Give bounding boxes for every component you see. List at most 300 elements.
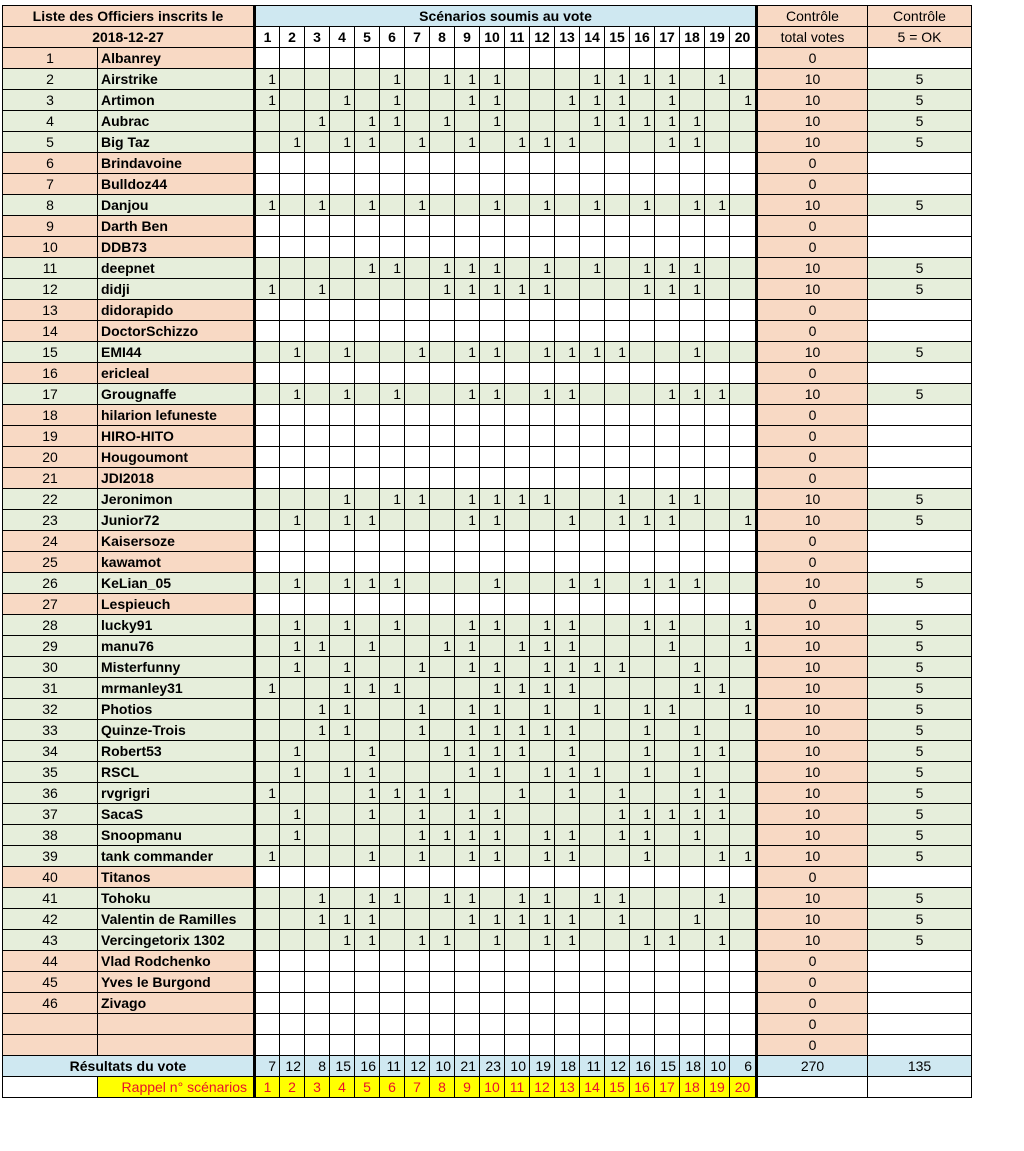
vote-cell	[680, 363, 705, 384]
vote-cell	[580, 741, 605, 762]
vote-cell: 1	[705, 888, 730, 909]
officer-row	[3, 573, 972, 594]
vote-cell: 1	[505, 888, 530, 909]
vote-cell	[505, 552, 530, 573]
officer-name: Snoopmanu	[98, 825, 255, 846]
result-value: 12	[605, 1056, 630, 1077]
officer-row	[3, 888, 972, 909]
control-ok: 5	[868, 699, 972, 720]
control-ok	[868, 153, 972, 174]
officer-index: 16	[3, 363, 98, 384]
vote-cell	[705, 867, 730, 888]
vote-cell: 1	[330, 657, 355, 678]
scenario-number-header: 3	[305, 27, 330, 48]
list-date: 2018-12-27	[3, 27, 255, 48]
vote-cell	[455, 363, 480, 384]
recall-number: 8	[430, 1077, 455, 1098]
vote-cell	[655, 342, 680, 363]
control-ok: 5	[868, 573, 972, 594]
vote-cell	[680, 930, 705, 951]
vote-cell	[280, 363, 305, 384]
recall-number: 16	[630, 1077, 655, 1098]
vote-cell	[705, 699, 730, 720]
vote-cell	[655, 300, 680, 321]
vote-cell	[255, 762, 280, 783]
vote-cell	[255, 888, 280, 909]
vote-cell: 1	[580, 657, 605, 678]
vote-cell: 1	[680, 111, 705, 132]
scenario-number-header: 11	[505, 27, 530, 48]
control-ok	[868, 468, 972, 489]
vote-cell	[680, 951, 705, 972]
result-value: 11	[380, 1056, 405, 1077]
vote-cell	[530, 510, 555, 531]
vote-cell	[380, 321, 405, 342]
control-total-votes: 0	[757, 468, 868, 489]
officer-name: Tohoku	[98, 888, 255, 909]
vote-cell	[580, 174, 605, 195]
vote-cell	[280, 594, 305, 615]
vote-cell	[705, 153, 730, 174]
vote-cell	[655, 741, 680, 762]
officer-row	[3, 258, 972, 279]
vote-cell	[355, 90, 380, 111]
vote-cell	[405, 636, 430, 657]
vote-cell: 1	[655, 384, 680, 405]
recall-spacer	[3, 1077, 98, 1098]
vote-cell: 1	[255, 783, 280, 804]
vote-cell: 1	[630, 69, 655, 90]
control-ok	[868, 447, 972, 468]
vote-cell	[530, 90, 555, 111]
vote-cell	[355, 993, 380, 1014]
vote-cell	[605, 972, 630, 993]
vote-cell	[255, 216, 280, 237]
officer-name: Aubrac	[98, 111, 255, 132]
control-total-votes: 10	[757, 657, 868, 678]
vote-cell: 1	[405, 804, 430, 825]
officer-index: 45	[3, 972, 98, 993]
vote-cell	[455, 300, 480, 321]
officer-name: Robert53	[98, 741, 255, 762]
vote-cell	[330, 993, 355, 1014]
officer-index: 3	[3, 90, 98, 111]
vote-cell	[680, 174, 705, 195]
vote-cell	[605, 216, 630, 237]
vote-cell	[430, 174, 455, 195]
vote-cell	[430, 510, 455, 531]
vote-cell	[355, 615, 380, 636]
vote-cell: 1	[355, 510, 380, 531]
vote-cell	[605, 531, 630, 552]
vote-cell	[705, 489, 730, 510]
officer-index: 39	[3, 846, 98, 867]
vote-cell	[280, 69, 305, 90]
officer-name: Airstrike	[98, 69, 255, 90]
vote-cell	[280, 993, 305, 1014]
vote-cell: 1	[380, 69, 405, 90]
vote-cell: 1	[455, 279, 480, 300]
vote-cell	[380, 699, 405, 720]
vote-cell: 1	[455, 741, 480, 762]
vote-cell	[580, 300, 605, 321]
officer-row	[3, 552, 972, 573]
vote-cell: 1	[480, 573, 505, 594]
vote-cell	[430, 762, 455, 783]
vote-cell	[405, 552, 430, 573]
result-value: 12	[405, 1056, 430, 1077]
officer-name: DDB73	[98, 237, 255, 258]
vote-cell	[380, 993, 405, 1014]
scenario-number-header: 10	[480, 27, 505, 48]
vote-cell: 1	[705, 804, 730, 825]
vote-cell	[580, 426, 605, 447]
vote-cell	[705, 1035, 730, 1056]
vote-cell	[555, 993, 580, 1014]
vote-cell	[430, 384, 455, 405]
vote-cell	[255, 615, 280, 636]
officer-row	[3, 279, 972, 300]
officer-index: 13	[3, 300, 98, 321]
vote-cell: 1	[455, 909, 480, 930]
vote-cell	[505, 573, 530, 594]
vote-cell: 1	[530, 132, 555, 153]
vote-cell	[730, 993, 757, 1014]
vote-cell: 1	[480, 342, 505, 363]
vote-cell	[680, 300, 705, 321]
vote-cell: 1	[280, 825, 305, 846]
vote-cell	[630, 405, 655, 426]
vote-cell	[380, 804, 405, 825]
vote-cell	[680, 447, 705, 468]
control-total-subtitle: total votes	[757, 27, 868, 48]
vote-cell	[605, 951, 630, 972]
vote-cell	[330, 195, 355, 216]
vote-cell	[605, 153, 630, 174]
control-ok: 5	[868, 132, 972, 153]
vote-cell	[405, 741, 430, 762]
vote-cell	[455, 447, 480, 468]
vote-cell: 1	[605, 111, 630, 132]
vote-cell: 1	[555, 384, 580, 405]
vote-cell: 1	[280, 384, 305, 405]
control-ok: 5	[868, 909, 972, 930]
vote-cell: 1	[505, 489, 530, 510]
vote-cell: 1	[280, 741, 305, 762]
vote-cell	[430, 909, 455, 930]
vote-cell	[255, 636, 280, 657]
vote-cell	[330, 1014, 355, 1035]
vote-cell: 1	[705, 783, 730, 804]
vote-cell: 1	[555, 720, 580, 741]
officer-row	[3, 825, 972, 846]
vote-cell	[380, 300, 405, 321]
vote-cell	[630, 447, 655, 468]
vote-cell	[505, 804, 530, 825]
control-ok: 5	[868, 825, 972, 846]
vote-cell	[305, 846, 330, 867]
vote-cell: 1	[530, 279, 555, 300]
officer-name: Grougnaffe	[98, 384, 255, 405]
vote-cell	[280, 972, 305, 993]
vote-cell	[330, 153, 355, 174]
vote-cell	[430, 972, 455, 993]
officer-index: 37	[3, 804, 98, 825]
vote-cell	[580, 447, 605, 468]
vote-cell	[255, 741, 280, 762]
vote-cell	[705, 762, 730, 783]
result-value: 10	[705, 1056, 730, 1077]
vote-cell	[530, 552, 555, 573]
vote-cell	[555, 468, 580, 489]
vote-cell	[680, 594, 705, 615]
vote-cell	[280, 447, 305, 468]
vote-cell	[555, 405, 580, 426]
officer-index: 6	[3, 153, 98, 174]
vote-cell: 1	[530, 195, 555, 216]
vote-cell	[655, 1035, 680, 1056]
vote-cell	[405, 951, 430, 972]
vote-cell	[630, 468, 655, 489]
vote-cell	[305, 384, 330, 405]
vote-cell	[605, 594, 630, 615]
vote-cell	[255, 552, 280, 573]
vote-cell: 1	[555, 573, 580, 594]
vote-cell: 1	[680, 909, 705, 930]
vote-cell	[480, 636, 505, 657]
control-ok	[868, 216, 972, 237]
vote-cell	[505, 510, 530, 531]
vote-cell	[480, 951, 505, 972]
vote-cell: 1	[705, 384, 730, 405]
vote-cell	[380, 405, 405, 426]
vote-cell	[705, 174, 730, 195]
vote-cell	[255, 342, 280, 363]
control-total-votes: 10	[757, 804, 868, 825]
vote-cell	[280, 426, 305, 447]
vote-cell	[480, 426, 505, 447]
scenario-number-header: 20	[730, 27, 757, 48]
control-total-votes: 10	[757, 258, 868, 279]
vote-cell	[455, 951, 480, 972]
officer-name: Artimon	[98, 90, 255, 111]
vote-cell	[505, 615, 530, 636]
vote-cell	[580, 951, 605, 972]
vote-cell	[355, 951, 380, 972]
officer-row	[3, 783, 972, 804]
control-ok: 5	[868, 657, 972, 678]
vote-cell	[555, 237, 580, 258]
vote-cell	[505, 972, 530, 993]
vote-cell	[330, 216, 355, 237]
vote-cell	[730, 489, 757, 510]
officer-row	[3, 720, 972, 741]
vote-cell	[630, 993, 655, 1014]
vote-cell	[705, 657, 730, 678]
vote-cell	[255, 405, 280, 426]
vote-cell: 1	[455, 489, 480, 510]
control-total-votes: 0	[757, 237, 868, 258]
vote-cell	[605, 741, 630, 762]
vote-cell	[655, 720, 680, 741]
vote-cell: 1	[280, 636, 305, 657]
vote-cell	[355, 153, 380, 174]
vote-cell	[430, 405, 455, 426]
vote-cell	[405, 300, 430, 321]
vote-cell	[555, 1035, 580, 1056]
control-ok: 5	[868, 69, 972, 90]
vote-cell: 1	[505, 678, 530, 699]
vote-cell	[730, 237, 757, 258]
vote-cell: 1	[680, 762, 705, 783]
vote-cell: 1	[480, 909, 505, 930]
result-value: 7	[255, 1056, 280, 1077]
vote-cell: 1	[580, 258, 605, 279]
vote-cell	[630, 552, 655, 573]
vote-cell	[730, 804, 757, 825]
vote-cell	[680, 531, 705, 552]
vote-cell	[580, 930, 605, 951]
vote-cell	[405, 615, 430, 636]
recall-empty-ok	[868, 1077, 972, 1098]
vote-cell	[505, 930, 530, 951]
vote-cell	[730, 405, 757, 426]
vote-cell	[680, 1035, 705, 1056]
vote-cell	[330, 279, 355, 300]
vote-cell	[480, 237, 505, 258]
vote-cell	[255, 573, 280, 594]
vote-cell	[380, 132, 405, 153]
vote-cell	[730, 741, 757, 762]
vote-cell	[705, 573, 730, 594]
vote-cell	[355, 300, 380, 321]
vote-cell	[530, 321, 555, 342]
vote-cell	[730, 48, 757, 69]
vote-cell	[455, 783, 480, 804]
vote-cell	[505, 846, 530, 867]
vote-cell	[505, 300, 530, 321]
vote-cell	[280, 1014, 305, 1035]
officer-row	[3, 321, 972, 342]
officer-name: Lespieuch	[98, 594, 255, 615]
vote-cell	[505, 1035, 530, 1056]
vote-cell	[355, 531, 380, 552]
vote-cell	[330, 237, 355, 258]
vote-cell: 1	[305, 636, 330, 657]
vote-cell	[355, 468, 380, 489]
vote-cell: 1	[305, 195, 330, 216]
vote-cell	[355, 69, 380, 90]
vote-cell: 1	[530, 825, 555, 846]
control-total-votes: 0	[757, 951, 868, 972]
recall-number: 1	[255, 1077, 280, 1098]
control-total-votes: 0	[757, 447, 868, 468]
vote-cell	[705, 510, 730, 531]
vote-cell	[730, 888, 757, 909]
vote-cell: 1	[480, 720, 505, 741]
vote-cell	[330, 867, 355, 888]
vote-cell	[405, 762, 430, 783]
officer-row	[3, 153, 972, 174]
result-value: 10	[505, 1056, 530, 1077]
control-ok: 5	[868, 720, 972, 741]
officer-index: 46	[3, 993, 98, 1014]
control-ok: 5	[868, 90, 972, 111]
vote-cell	[730, 69, 757, 90]
vote-cell	[330, 300, 355, 321]
vote-cell	[730, 258, 757, 279]
vote-cell	[330, 69, 355, 90]
vote-cell: 1	[605, 510, 630, 531]
vote-cell	[280, 174, 305, 195]
vote-cell: 1	[655, 279, 680, 300]
control-total-votes: 0	[757, 321, 868, 342]
vote-cell: 1	[555, 909, 580, 930]
control-ok: 5	[868, 195, 972, 216]
officer-name: Albanrey	[98, 48, 255, 69]
vote-cell: 1	[630, 804, 655, 825]
vote-cell	[605, 573, 630, 594]
vote-cell: 1	[330, 510, 355, 531]
vote-cell: 1	[655, 699, 680, 720]
vote-cell	[680, 1014, 705, 1035]
vote-cell	[680, 615, 705, 636]
vote-cell	[655, 321, 680, 342]
vote-cell	[430, 699, 455, 720]
vote-cell	[705, 636, 730, 657]
vote-cell	[580, 636, 605, 657]
vote-cell	[380, 363, 405, 384]
vote-cell: 1	[730, 510, 757, 531]
vote-cell	[430, 594, 455, 615]
vote-cell	[430, 1035, 455, 1056]
vote-cell	[555, 552, 580, 573]
vote-cell	[430, 426, 455, 447]
vote-cell	[280, 720, 305, 741]
vote-cell	[580, 510, 605, 531]
control-total-votes: 0	[757, 153, 868, 174]
vote-cell	[405, 69, 430, 90]
officer-name: ericleal	[98, 363, 255, 384]
scenario-number-header: 9	[455, 27, 480, 48]
vote-cell: 1	[430, 741, 455, 762]
vote-cell: 1	[630, 762, 655, 783]
officer-index: 4	[3, 111, 98, 132]
officer-row	[3, 615, 972, 636]
vote-cell	[555, 321, 580, 342]
vote-cell: 1	[680, 195, 705, 216]
scenarios-title: Scénarios soumis au vote	[255, 6, 757, 27]
vote-cell	[305, 426, 330, 447]
vote-cell	[430, 615, 455, 636]
vote-cell	[605, 846, 630, 867]
vote-cell	[505, 384, 530, 405]
vote-cell: 1	[705, 741, 730, 762]
vote-cell	[555, 972, 580, 993]
officer-name: kawamot	[98, 552, 255, 573]
vote-cell: 1	[505, 909, 530, 930]
scenario-number-header: 14	[580, 27, 605, 48]
officer-row	[3, 447, 972, 468]
control-total-votes: 10	[757, 69, 868, 90]
vote-cell	[655, 447, 680, 468]
officer-name: Darth Ben	[98, 216, 255, 237]
vote-cell: 1	[580, 888, 605, 909]
vote-cell: 1	[705, 846, 730, 867]
vote-cell: 1	[255, 279, 280, 300]
vote-cell	[580, 867, 605, 888]
officer-row	[3, 762, 972, 783]
